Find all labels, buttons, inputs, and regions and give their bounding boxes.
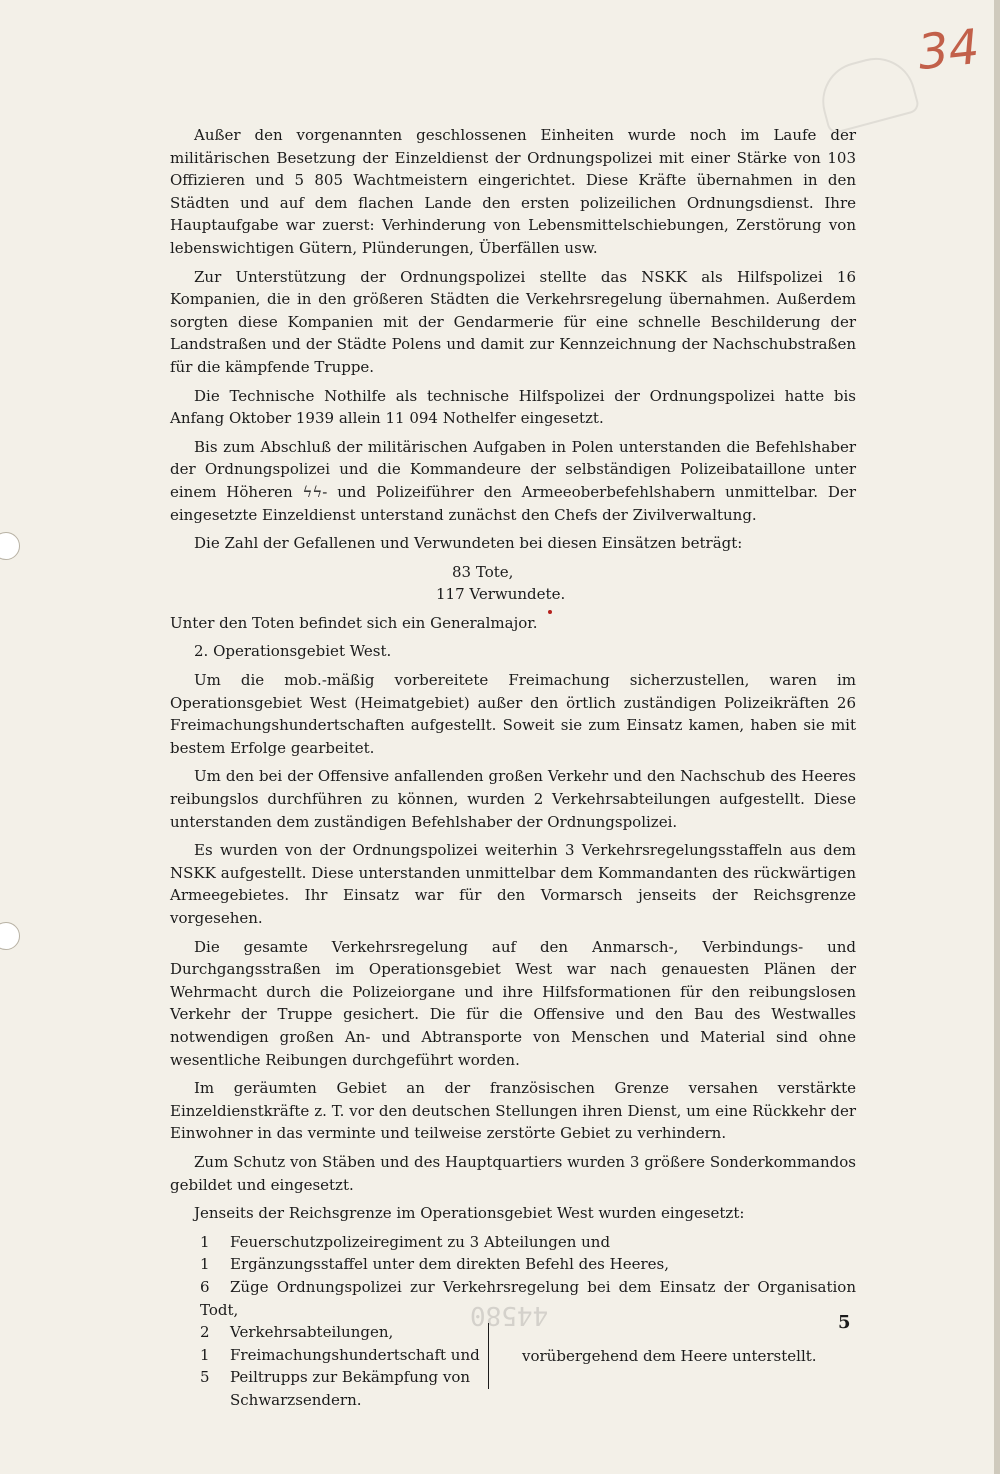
curly-brace — [488, 1323, 499, 1389]
faint-stamp-number: 44580 — [470, 1300, 549, 1330]
list-item: 6 Züge Ordnungspolizei zur Verkehrsregelung bei dem Einsatz der Organisation Todt, — [200, 1277, 856, 1319]
losses-wounded: 117 Verwundete. — [436, 585, 566, 604]
paragraph: Die gesamte Verkehrsregelung auf den Anmarsch-, Verbindungs- und Durchgangsstraßen im Operationsgebiet West war nach genauesten Plänen der Wehrmacht durch die Polizeiorgane und ihre Hilfsformationen für den reibungslosen Verkehr der Truppe gesichert. Die für die Offensive und den Bau des Westwalles notwendigen großen An- und Abtransporte von Menschen und Material sind ohne wesentliche Reibungen durchgeführt worden. — [170, 937, 856, 1069]
paragraph: Die Technische Nothilfe als technische Hilfspolizei der Ordnungspolizei hatte bis Anfang Oktober 1939 allein 11 094 Nothelfer eingesetzt. — [170, 386, 856, 428]
section-heading: 2. Operationsgebiet West. — [194, 642, 392, 661]
list-item: 5 Peiltrupps zur Bekämpfung von — [200, 1368, 471, 1387]
paragraph: Zur Unterstützung der Ordnungspolizei stellte das NSKK als Hilfspolizei 16 Kompanien, die in den größeren Städten die Verkehrsregelung übernahmen. Außerdem sorgten diese Kompanien mit der Gendarmerie für eine schnelle Beschilderung der Landstraßen und der Städte Polens und damit zur Kennzeichnung der Nachschubstraßen für die kämpfende Truppe. — [170, 267, 856, 376]
handwritten-folio-number: 34 — [915, 18, 982, 82]
list-item: 2 Verkehrsabteilungen, — [200, 1323, 394, 1342]
punch-hole-top — [0, 532, 20, 560]
punch-hole-bottom — [0, 922, 20, 950]
faint-stamp-mark — [813, 49, 920, 135]
units-list — [170, 1231, 856, 1321]
paragraph: Um den bei der Offensive anfallenden großen Verkehr und den Nachschub des Heeres reibungslos durchführen zu können, wurden 2 Verkehrsabteilungen aufgestellt. Diese unterstanden dem zuständigen Befehlshaber der Ordnungspolizei. — [170, 767, 856, 831]
losses-note: Unter den Toten befindet sich ein Generalmajor. — [170, 613, 538, 632]
paragraph: Außer den vorgenannten geschlossenen Einheiten wurde noch im Laufe der militärischen Besetzung der Einzeldienst der Ordnungspolizei mit einer Stärke von 103 Offizieren und 5 805 Wachtmeistern eingerichtet. Diese Kräfte übernahmen in den Städten und auf dem flachen Lande den ersten polizeilichen Ordnungsdienst. Ihre Hauptaufgabe war zuerst: Verhinderung von Lebensmittelschiebungen, Zerstörung von lebenswichtigen Gütern, Plünderungen, Überfällen usw. — [170, 126, 856, 257]
paragraph: Bis zum Abschluß der militärischen Aufgaben in Polen unterstanden die Befehlshaber der Ordnungspolizei und die Kommandeure der selbständigen Polizeibataillone unter einem Höheren ϟϟ- und Polizeiführer den Armeeoberbefehlshabern unmittelbar. Der eingesetzte Einzeldienst unterstand zunächst den Chefs der Zivilverwaltung. — [170, 437, 856, 524]
paragraph: Es wurden von der Ordnungspolizei weiterhin 3 Verkehrsregelungsstaffeln aus dem NSKK aufgestellt. Diese unterstanden unmittelbar dem Kommandanten des rückwärtigen Armeegebietes. Ihr Einsatz war für den Vormarsch jenseits der Reichsgrenze vorgesehen. — [170, 841, 856, 927]
paragraph: Im geräumten Gebiet an der französischen Grenze versahen verstärkte Einzeldienstkräfte z. T. vor den deutschen Stellungen ihren Dienst, um eine Rückkehr der Einwohner in das verminte und teilweise zerstörte Gebiet zu verhindern. — [170, 1079, 856, 1143]
paragraph: Die Zahl der Gefallenen und Verwundeten bei diesen Einsätzen beträgt: — [194, 534, 743, 553]
list-item: 1 Freimachungshundertschaft und — [200, 1345, 480, 1364]
losses-figures — [170, 561, 856, 606]
bracketed-units — [170, 1321, 856, 1411]
losses-dead: 83 Tote, — [452, 562, 514, 581]
page-number: 5 — [838, 1312, 851, 1333]
list-item: 1 Feuerschutzpolizeiregiment zu 3 Abteilungen und — [200, 1232, 611, 1251]
paragraph: Zum Schutz von Stäben und des Hauptquartiers wurden 3 größere Sonderkommandos gebildet und eingesetzt. — [170, 1152, 856, 1194]
list-item-continuation: Schwarzsendern. — [230, 1390, 362, 1409]
bracket-note: vorübergehend dem Heere unterstellt. — [522, 1347, 817, 1366]
paragraph: Um die mob.-mäßig vorbereitete Freimachung sicherzustellen, waren im Operationsgebiet West (Heimatgebiet) außer den örtlich zuständigen Polizeikräften 26 Freimachungshundertschaften aufgestellt. Soweit sie zum Einsatz kamen, haben sie mit bestem Erfolge gearbeitet. — [170, 671, 856, 757]
body-text — [170, 124, 856, 1411]
paragraph: Jenseits der Reichsgrenze im Operationsgebiet West wurden eingesetzt: — [194, 1204, 745, 1223]
list-item: 1 Ergänzungsstaffel unter dem direkten Befehl des Heeres, — [200, 1255, 669, 1274]
